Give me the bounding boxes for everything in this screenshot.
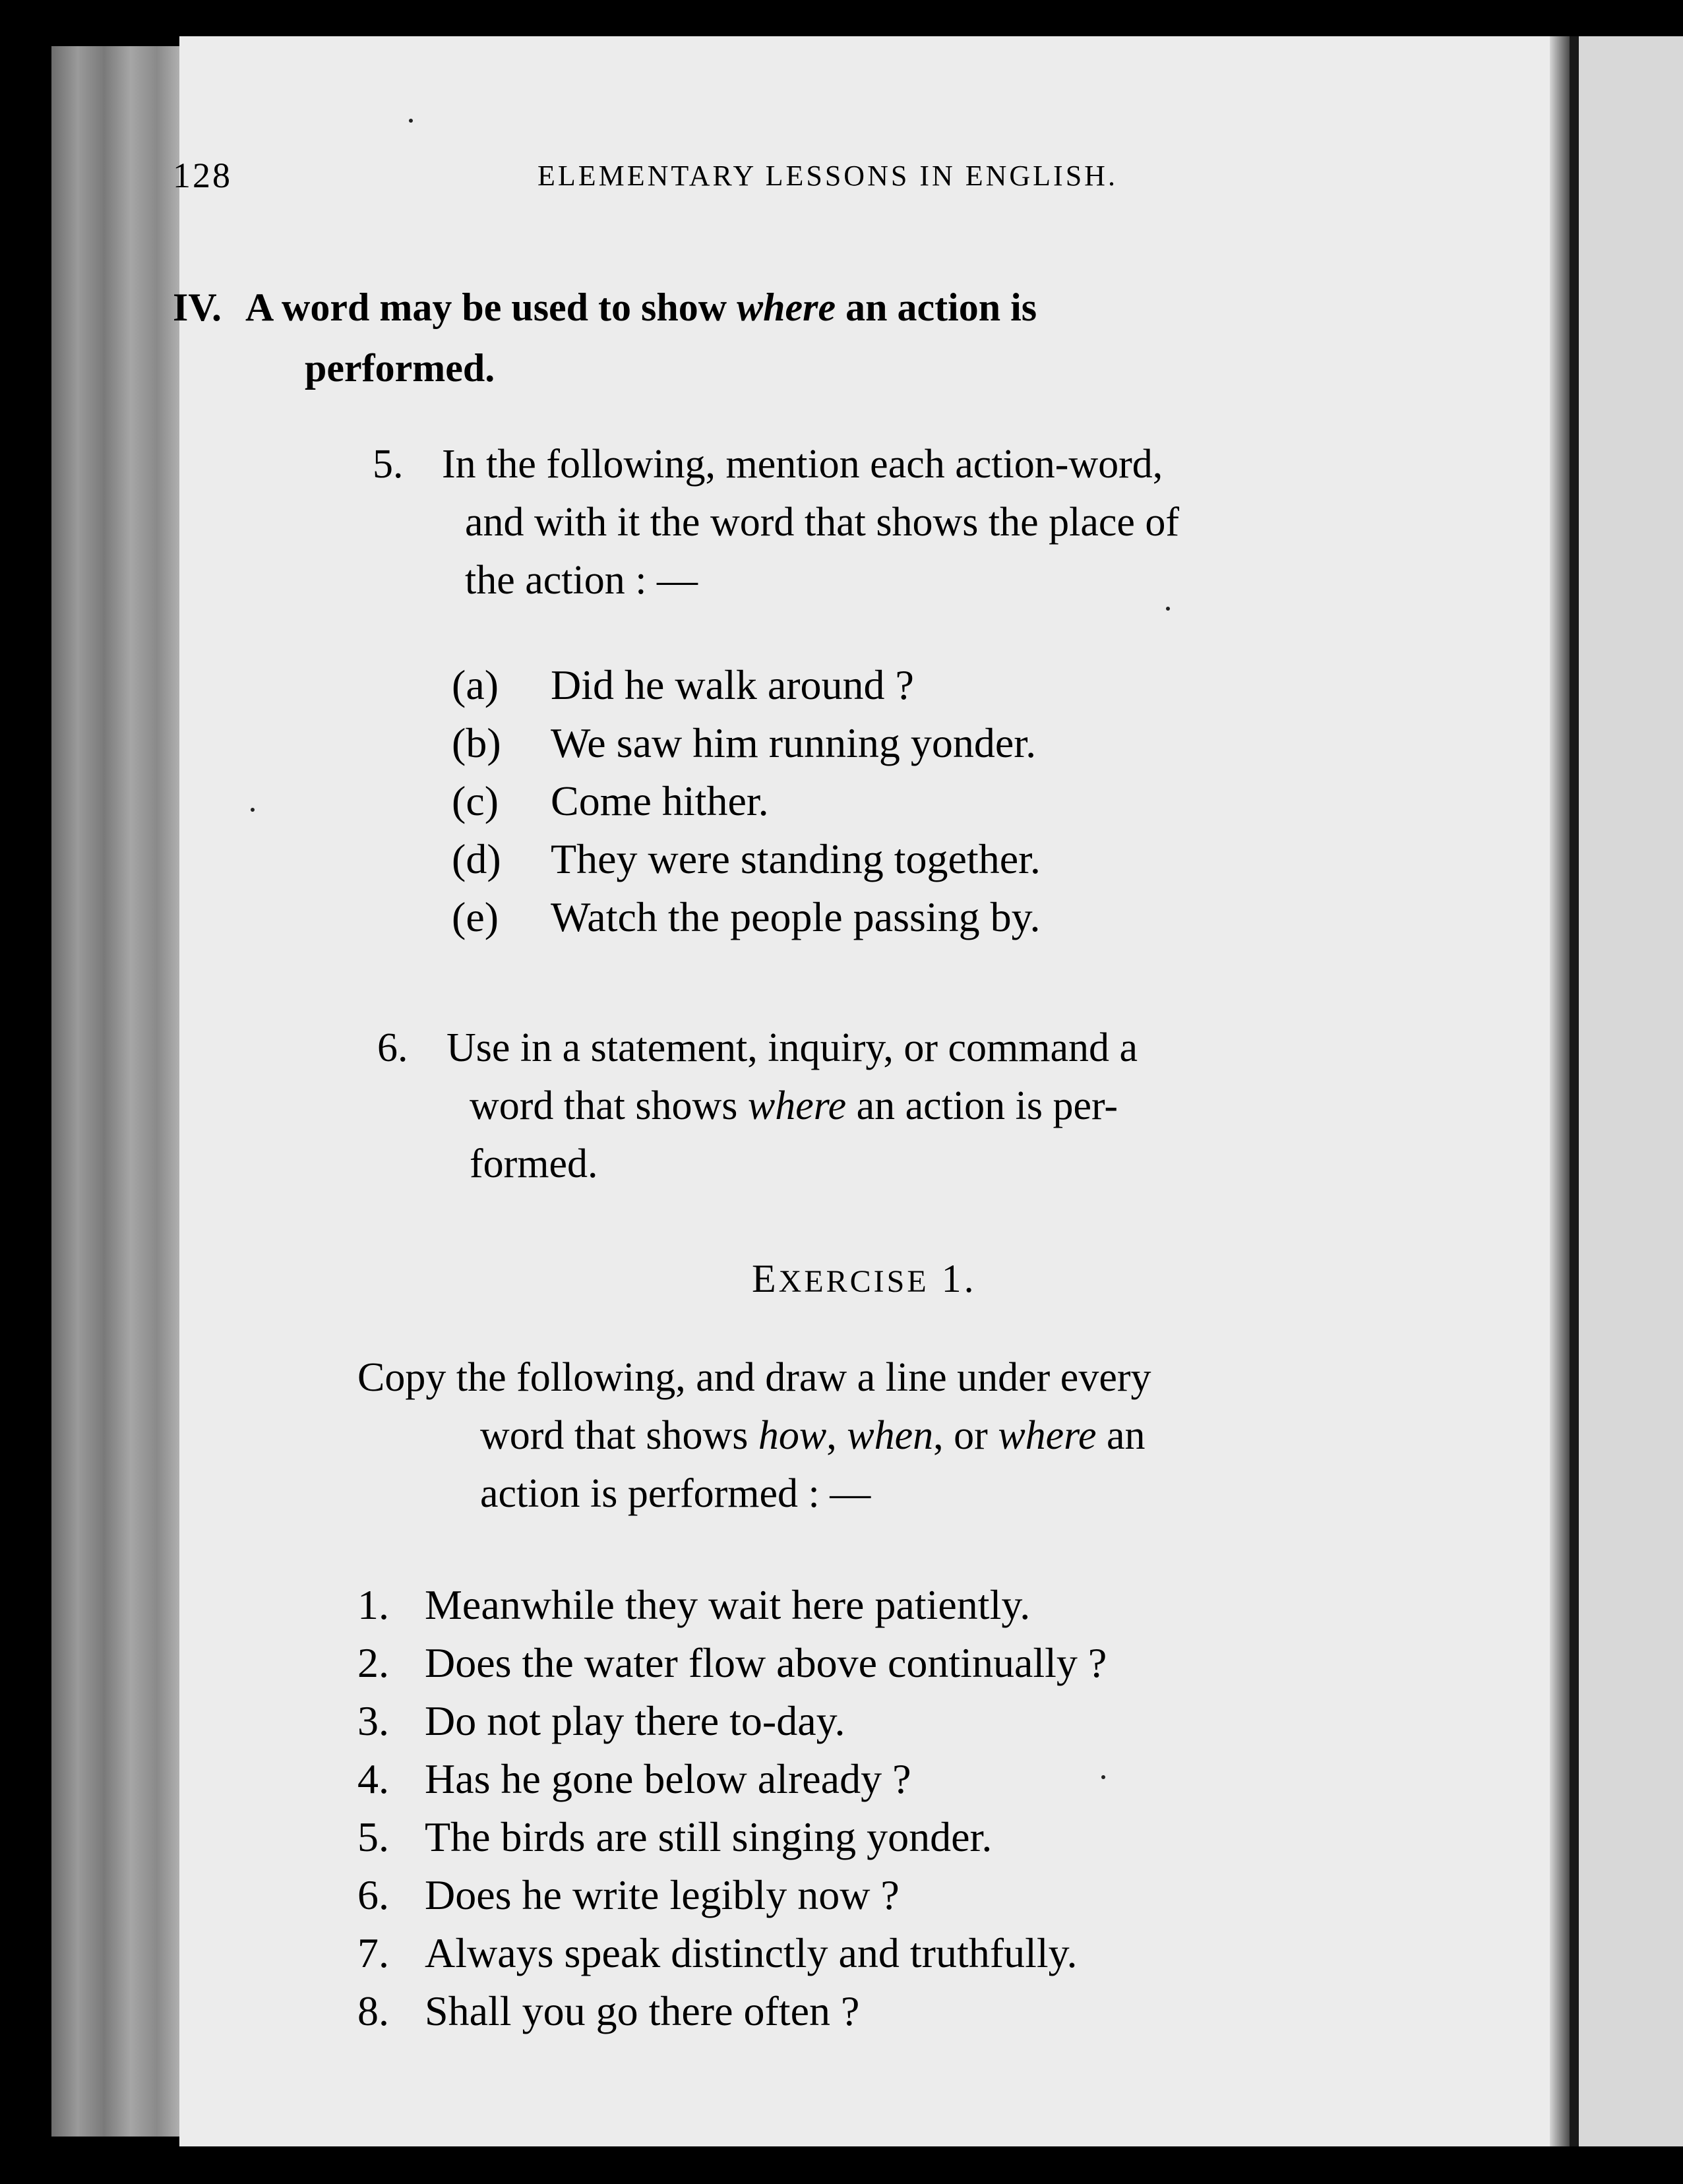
sentence-text: Meanwhile they wait here patiently. [425, 1581, 1031, 1628]
scan-speck [409, 119, 413, 123]
example-text: Did he walk around ? [551, 661, 914, 708]
example-letter: (a) [452, 661, 499, 708]
rule-text: A word may be used to show [245, 286, 737, 329]
instruction-line: Copy the following, and draw a line under every [357, 1355, 1151, 1400]
example-letter: (e) [452, 894, 499, 940]
instruction-text: , [826, 1413, 847, 1458]
question-text: Use in a statement, inquiry, or command a [446, 1025, 1138, 1070]
question-emphasis: where [747, 1083, 847, 1128]
example-letter: (b) [452, 719, 501, 766]
exercise-sentence [357, 1866, 1107, 1924]
sentence-number: 7. [357, 1929, 389, 1976]
rule-heading [173, 277, 1413, 398]
exercise-title [752, 1256, 977, 1302]
example-text: We saw him running yonder. [551, 719, 1037, 766]
exercise-sentence [357, 1634, 1107, 1692]
instruction-text: , or [933, 1413, 998, 1458]
instruction-line [357, 1407, 1151, 1465]
question-line: and with it the word that shows the place of [465, 500, 1180, 545]
sentence-number: 3. [357, 1697, 389, 1744]
example-letter: (c) [452, 777, 499, 824]
instruction-emphasis-how: how [758, 1413, 827, 1458]
sentence-text: Shall you go there often ? [425, 1987, 860, 2034]
question-line [377, 1077, 1138, 1135]
scan-speck [251, 808, 255, 812]
example-item [452, 830, 1041, 888]
example-text: They were standing together. [551, 835, 1041, 882]
book-gutter [1550, 36, 1570, 2146]
example-text: Watch the people passing by. [551, 894, 1041, 940]
facing-page-edge [1570, 36, 1579, 2146]
question-5 [373, 435, 1179, 609]
sentence-text: Has he gone below already ? [425, 1755, 911, 1802]
rule-line-2: performed. [305, 346, 495, 390]
rule-text: an action is [836, 286, 1037, 329]
instruction-emphasis-where: where [998, 1413, 1097, 1458]
exercise-title-rest: XERCISE [778, 1264, 929, 1299]
exercise-number: 1. [941, 1257, 977, 1300]
running-title: ELEMENTARY LESSONS IN ENGLISH. [537, 160, 1118, 192]
rule-emphasis: where [737, 286, 836, 329]
question-line [373, 435, 1179, 493]
exercise-instructions [357, 1349, 1151, 1523]
sentence-text: Always speak distinctly and truthfully. [425, 1929, 1078, 1976]
exercise-title-initial: E [752, 1257, 779, 1300]
question-line [377, 1019, 1138, 1077]
exercise-sentence [357, 1808, 1107, 1866]
exercise-sentence [357, 1750, 1107, 1808]
example-item [452, 656, 1041, 714]
sentence-number: 1. [357, 1581, 389, 1628]
question-number: 6. [377, 1025, 408, 1070]
rule-line-1 [173, 277, 1413, 338]
question-6 [377, 1019, 1138, 1193]
instruction-emphasis-when: when [847, 1413, 934, 1458]
sentence-text: Does he write legibly now ? [425, 1871, 900, 1918]
exercise-sentence [357, 1982, 1107, 2040]
question-number: 5. [373, 442, 404, 487]
sentence-number: 2. [357, 1639, 389, 1686]
sentence-number: 4. [357, 1755, 389, 1802]
question-line: formed. [470, 1141, 598, 1186]
facing-page [1570, 36, 1683, 2146]
instruction-text: an [1096, 1413, 1146, 1458]
sentence-number: 5. [357, 1813, 389, 1860]
exercise-sentence-list [357, 1576, 1107, 2040]
example-item [452, 888, 1041, 946]
page-number: 128 [173, 156, 232, 195]
running-header [173, 155, 1241, 201]
example-item [452, 772, 1041, 830]
question-line: the action : — [465, 558, 698, 603]
exercise-sentence [357, 1576, 1107, 1634]
sentence-number: 6. [357, 1871, 389, 1918]
example-letter: (d) [452, 835, 501, 882]
sentence-text: Does the water flow above continually ? [425, 1639, 1107, 1686]
sentence-number: 8. [357, 1987, 389, 2034]
question-text: In the following, mention each action-word, [442, 442, 1163, 487]
example-item [452, 714, 1041, 772]
sentence-text: Do not play there to-day. [425, 1697, 845, 1744]
instruction-text: word that shows [480, 1413, 758, 1458]
exercise-sentence [357, 1924, 1107, 1982]
example-list [452, 656, 1041, 946]
example-text: Come hither. [551, 777, 769, 824]
question-text: word that shows [470, 1083, 748, 1128]
instruction-line: action is performed : — [480, 1471, 871, 1516]
page-edges-stack [51, 46, 183, 2137]
rule-numeral: IV. [173, 286, 222, 329]
exercise-sentence [357, 1692, 1107, 1750]
sentence-text: The birds are still singing yonder. [425, 1813, 993, 1860]
question-text: an action is per- [846, 1083, 1118, 1128]
